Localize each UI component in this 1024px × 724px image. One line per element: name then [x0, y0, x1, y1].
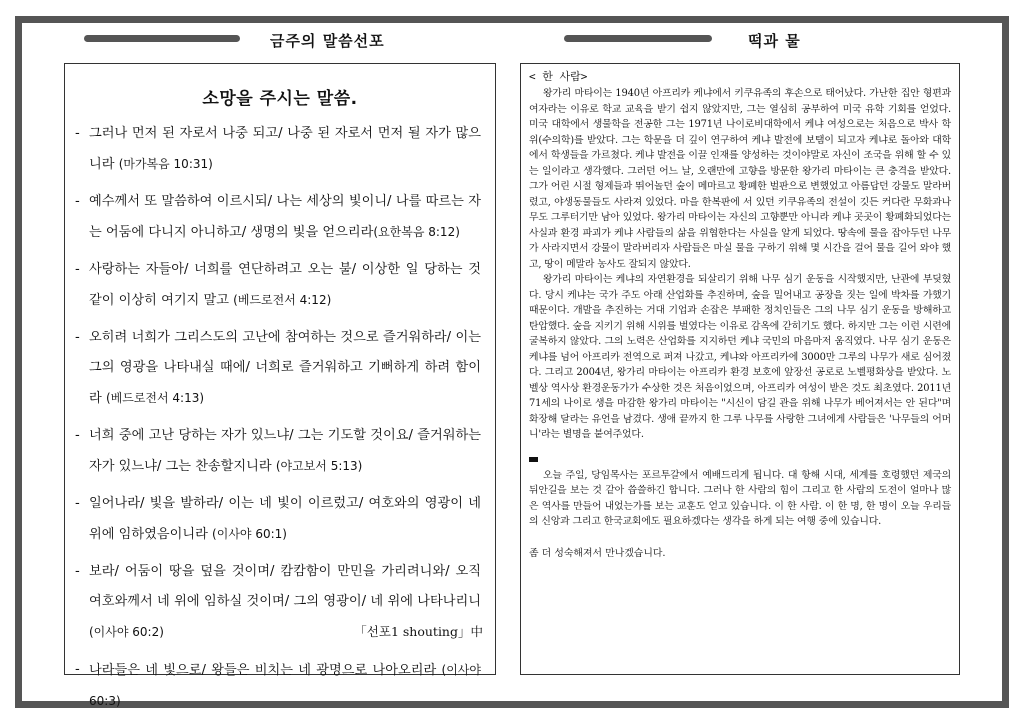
closing-line: 좀 더 성숙해져서 만나겠습니다.: [529, 547, 666, 559]
verse-reference: (이사야 60:3): [89, 663, 481, 708]
section-marker-icon: [529, 457, 538, 462]
verse-text: 일어나라/ 빛을 발하라/ 이는 네 빛이 이르렀고/ 여호와의 영광이 네 위에 임하였음이니라: [89, 496, 481, 542]
bread-and-water-panel: [520, 63, 960, 675]
section-heading: < 한 사람>: [529, 70, 588, 83]
verse-item: - 사랑하는 자들아/ 너희를 연단하려고 오는 불/ 이상한 일 당하는 것 같이 이상히 여기지 말고 (베드로전서 4:12): [75, 262, 481, 308]
verse-reference: (이사야 60:2): [89, 625, 164, 639]
verse-item: - 나라들은 네 빛으로/ 왕들은 비치는 네 광명으로 나아오리라 (이사야 60:3): [75, 662, 481, 708]
verse-item: - 보라/ 어둠이 땅을 덮을 것이며/ 캄캄함이 만민을 가리려니와/ 오직 여호와께서 네 위에 임하실 것이며/ 그의 영광이/ 네 위에 나타나리니 (이사야 60:2): [75, 564, 481, 639]
verse-item: - 예수께서 또 말씀하여 이르시되/ 나는 세상의 빛이니/ 나를 따르는 자는 어둠에 다니지 아니하고/ 생명의 빛을 얻으리라(요한복음 8:12): [75, 194, 481, 240]
panel-title: 소망을 주시는 말씀.: [202, 89, 358, 109]
verse-item: - 오히려 너희가 그리스도의 고난에 참여하는 것으로 즐거워하라/ 이는 그의 영광을 나타내실 때에/ 너희로 즐거워하고 기뻐하게 하려 함이라 (베드로전서 4:13): [75, 330, 481, 406]
verse-reference: (야고보서 5:13): [275, 459, 363, 473]
verse-reference: (요한복음 8:12): [373, 225, 460, 239]
verse-item: - 너희 중에 고난 당하는 자가 있느냐/ 그는 기도할 것이요/ 즐거워하는 자가 있느냐/ 그는 찬송할지니라 (야고보서 5:13): [75, 428, 481, 474]
story-paragraph: 왕가리 마타이는 1940년 아프리카 케냐에서 키쿠유족의 후손으로 태어났다. 가난한 집안 형편과 여자라는 이유로 학교 교육을 받기 쉽지 않았지만, 그는 열심히 공부하여 미국 유학 기회를 얻었다. 미국 대학에서 생물학을 전공한 그는 1971년 나이로비대학에서 케냐 여성으로는 처음으로 박사 학위(수의학)를 받았다. 그는 학문을 더 깊이 연구하여 케냐 발전에 보탬이 되고자 케냐로 돌아와 대학에서 학생들을 가르쳤다. 케냐 발전을 이끌 인재를 양성하는 것이야말로 자신이 조국을 위해 할 수 있는 일이라고 생각했다. 그러던 어느 날, 오랜만에 고향을 방문한 왕가리 마타이는 큰 충격을 받았다. 그가 어린 시절 형제들과 뛰어놀던 숲이 메마르고 황폐한 벌판으로 변했었고 아름답던 강물도 말라버렸고, 야생동물들도 사라져 있었다. 마을 한복판에 서 있던 키쿠유족의 전설이 깃든 커다란 무화과나무도 그루터기만 남아 있었다. 왕가리 마타이는 자신의 고향뿐만 아니라 케냐 곳곳이 황폐화되었다는 사실과 환경 파괴가 케냐 사람들의 삶을 위협한다는 사실을 알게 되었다. 땅속에 물을 잡아두던 나무가 사라지면서 강물이 말라버리자 사람들은 마실 물을 구하기 위해 몇 시간을 걸어 물을 길어 와야 했고, 땅이 메말라 농사도 잘되지 않았다.: [529, 88, 951, 270]
left-header-title: 금주의 말씀선포: [270, 32, 385, 50]
pastor-note-paragraph: 오늘 주일, 당임목사는 포르투갈에서 예배드리게 됩니다. 대 항해 시대, 세계를 호령했던 제국의 뒤안길을 보는 것 같아 씁쓸하긴 합니다. 그러나 한 사람의 힘이 그리고 한 사람의 도전이 얼마나 많은 역사를 만들어 내었는가를 보는 교훈도 얻고 있습니다. 이 한 사람. 이 한 명, 한 명이 오늘 우리들의 신앙과 그리고 한국교회에도 필요하겠다는 생각을 하게 되는 여행 중에 있습니다.: [529, 469, 951, 527]
verse-text: 사랑하는 자들아/ 너희를 연단하려고 오는 불/ 이상한 일 당하는 것 같이 이상히 여기지 말고: [89, 262, 481, 308]
verse-item: - 그러나 먼저 된 자로서 나중 되고/ 나중 된 자로서 먼저 될 자가 많으니라 (마가복음 10:31): [75, 126, 481, 172]
verse-reference: (마가복음 10:31): [118, 157, 213, 171]
verse-text: 나라들은 네 빛으로/ 왕들은 비치는 네 광명으로 나아오리라: [89, 663, 437, 678]
verse-text: 그러나 먼저 된 자로서 나중 되고/ 나중 된 자로서 먼저 될 자가 많으니라: [89, 126, 481, 172]
verse-reference: (이사야 60:1): [212, 527, 287, 541]
left-header: [84, 30, 484, 50]
right-header-title: 떡과 물: [748, 32, 801, 50]
source-citation: 「선포1 shouting」中: [354, 624, 483, 639]
verse-reference: (베드로전서 4:13): [105, 391, 205, 405]
verse-item: - 일어나라/ 빛을 발하라/ 이는 네 빛이 이르렀고/ 여호와의 영광이 네 위에 임하였음이니라 (이사야 60:1): [75, 496, 481, 542]
verse-reference: (베드로전서 4:12): [233, 293, 332, 307]
story-paragraph: 왕가리 마타이는 케냐의 자연환경을 되살리기 위해 나무 심기 운동을 시작했지만, 난관에 부딪혔다. 당시 케냐는 국가 주도 아래 산업화를 추진하며, 숲을 밀어내고 공장을 짓는 일에 박차를 가했기 때문이다. 개발을 추진하는 거대 기업과 손잡은 부패한 정치인들은 그의 나무 심기 운동을 방해하고 탄압했다. 숲을 지키기 위해 시위를 벌였다는 이유로 감옥에 갇히기도 했다. 하지만 그는 이런 시련에 굴복하지 않았다. 그의 노력은 산업화를 지지하던 케냐 국민의 마음마저 움직였다. 나무 심기 운동은 케냐를 넘어 아프리카 전역으로 퍼져 나갔고, 케냐와 아프리카에 3000만 그루의 나무가 새로 심어졌다. 그리고 2004년, 왕가리 마타이는 아프리카 환경 보호에 앞장선 공로로 노벨평화상을 받았다. 노벨상 역사상 환경운동가가 수상한 것은 처음이었으며, 아프리카 여성이 받은 것도 최초였다. 2011년 71세의 나이로 생을 마감한 왕가리 마타이는 "시신이 담길 관을 위해 나무가 베어져서는 안 된다"며 화장해 달라는 유언을 남겼다. 생애 끝까지 한 그루 나무를 사랑한 그녀에게 사람들은 '나무들의 어머니'라는 별명을 붙여주었다.: [529, 274, 951, 440]
right-header: [564, 30, 884, 50]
verse-text: 보라/ 어둠이 땅을 덮을 것이며/ 캄캄함이 만민을 가리려니와/ 오직 여호와께서 네 위에 임하실 것이며/ 그의 영광이/ 네 위에 나타나리니: [89, 564, 481, 609]
verse-text: 예수께서 또 말씀하여 이르시되/ 나는 세상의 빛이니/ 나를 따르는 자는 어둠에 다니지 아니하고/ 생명의 빛을 얻으리라: [89, 194, 481, 240]
sermon-verses-panel: [64, 63, 496, 708]
verse-text: 너희 중에 고난 당하는 자가 있느냐/ 그는 기도할 것이요/ 즐거워하는 자가 있느냐/ 그는 찬송할지니라: [89, 428, 481, 474]
right-header-bar: [564, 35, 712, 42]
left-header-bar: [84, 35, 240, 42]
verse-text: 오히려 너희가 그리스도의 고난에 참여하는 것으로 즐거워하라/ 이는 그의 영광을 나타내실 때에/ 너희로 즐거워하고 기뻐하게 하려 함이라: [89, 330, 481, 406]
